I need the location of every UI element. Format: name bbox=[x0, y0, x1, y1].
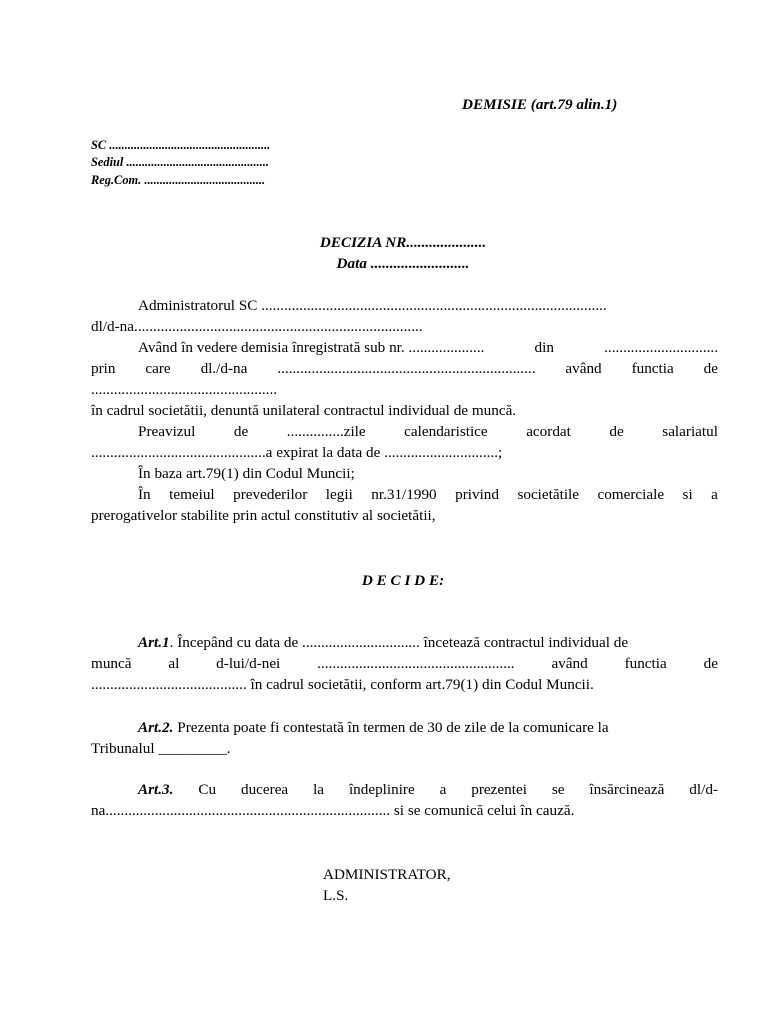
word: si bbox=[682, 486, 693, 503]
word: de bbox=[609, 423, 624, 440]
function-blank-line: ................................................. bbox=[91, 381, 278, 398]
resignation-line-1 bbox=[138, 339, 718, 357]
company-regcom-field: Reg.Com. ....................................... bbox=[91, 173, 266, 187]
resignation-line-2 bbox=[91, 360, 718, 378]
word: salariatul bbox=[662, 423, 718, 440]
article-1-text: . Începând cu data de ............................... încetează contractul individual de bbox=[169, 634, 629, 651]
word: temeiul bbox=[169, 486, 215, 503]
word: societătile bbox=[517, 486, 580, 503]
article-3-line-1 bbox=[138, 781, 718, 799]
word: îndeplinire bbox=[348, 781, 415, 798]
text-segment: Având în vedere demisia înregistrată sub nr. .................... bbox=[138, 339, 485, 356]
word: Preavizul bbox=[138, 423, 196, 440]
word: functia bbox=[631, 360, 674, 377]
article-3-label: Art.3. bbox=[138, 781, 174, 798]
word: muncă bbox=[91, 655, 132, 672]
notice-line-1 bbox=[138, 423, 718, 441]
word: de bbox=[703, 655, 718, 672]
word: dl./d-na bbox=[200, 360, 248, 377]
document-title: DEMISIE (art.79 alin.1) bbox=[462, 96, 618, 113]
decide-heading: D E C I D E: bbox=[361, 572, 445, 589]
word: de bbox=[703, 360, 718, 377]
word: al bbox=[168, 655, 180, 672]
word: d-lui/d-nei bbox=[216, 655, 281, 672]
law-basis-line-2: prerogativelor stabilite prin actul constitutiv al societătii, bbox=[91, 507, 436, 524]
word: prezentei bbox=[471, 781, 527, 798]
article-1-label: Art.1 bbox=[138, 634, 170, 651]
company-seat-field: Sediul .............................................. bbox=[91, 155, 269, 169]
article-2-line-2: Tribunalul _________. bbox=[91, 740, 231, 757]
word: privind bbox=[455, 486, 499, 503]
word: În bbox=[138, 486, 151, 503]
word: ...............zile bbox=[286, 423, 366, 440]
legal-basis-line: În baza art.79(1) din Codul Muncii; bbox=[138, 465, 355, 482]
article-1-line-1 bbox=[138, 634, 628, 652]
article-1-line-3: ......................................... în cadrul societătii, conform art.79(1) din Codul Muncii. bbox=[91, 676, 594, 693]
article-2-text: Prezenta poate fi contestată în termen de 30 de zile de la comunicare la bbox=[173, 719, 609, 736]
administrator-line: Administratorul SC ........................................................................................... bbox=[138, 297, 607, 314]
article-1-line-2 bbox=[91, 655, 718, 673]
word: a bbox=[439, 781, 447, 798]
word: care bbox=[145, 360, 171, 377]
decision-number: DECIZIA NR..................... bbox=[319, 234, 487, 251]
notice-line-2: ..............................................a expirat la data de ..............................; bbox=[91, 444, 503, 461]
word: functia bbox=[624, 655, 667, 672]
word: se bbox=[551, 781, 565, 798]
signatory-role: ADMINISTRATOR, bbox=[323, 866, 451, 883]
word: având bbox=[551, 655, 588, 672]
word: comerciale bbox=[597, 486, 665, 503]
word: nr.31/1990 bbox=[371, 486, 437, 503]
text-segment: din bbox=[534, 339, 554, 356]
word: prevederilor bbox=[233, 486, 308, 503]
word: calendaristice bbox=[404, 423, 488, 440]
word: având bbox=[565, 360, 602, 377]
word: a bbox=[711, 486, 718, 503]
decision-date: Data .......................... bbox=[336, 255, 470, 272]
text-segment: .............................. bbox=[604, 339, 718, 356]
termination-statement: în cadrul societătii, denuntă unilateral contractul individual de muncă. bbox=[91, 402, 517, 419]
word: însărcinează bbox=[589, 781, 665, 798]
word: .................................................... bbox=[317, 655, 515, 672]
article-2-label: Art.2. bbox=[138, 719, 174, 736]
word: .................................................................... bbox=[277, 360, 536, 377]
word: acordat bbox=[526, 423, 571, 440]
article-2-line-1 bbox=[138, 719, 609, 737]
word: Cu bbox=[198, 781, 217, 798]
word: ducerea bbox=[240, 781, 289, 798]
word: de bbox=[233, 423, 249, 440]
word: legii bbox=[325, 486, 353, 503]
word: prin bbox=[91, 360, 116, 377]
article-3-line-2: na........................................................................... si se comunică celui în cauză. bbox=[91, 802, 575, 819]
word: dl/d- bbox=[689, 781, 718, 798]
law-basis-line-1 bbox=[138, 486, 718, 504]
seal-mark: L.S. bbox=[323, 887, 349, 904]
employee-line: dl/d-na............................................................................ bbox=[91, 318, 423, 335]
word: la bbox=[313, 781, 325, 798]
company-sc-field: SC .................................................... bbox=[91, 138, 271, 152]
